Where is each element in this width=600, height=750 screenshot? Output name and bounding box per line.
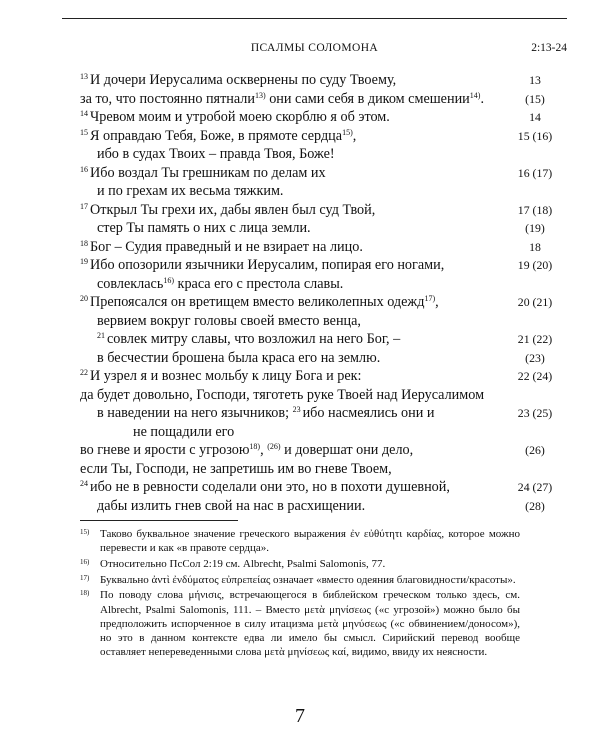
verse-line: ибо в судах Твоих – правда Твоя, Боже! (97, 146, 335, 162)
original-verse-number: 18 (529, 239, 541, 254)
original-verse-number: (23) (525, 350, 545, 365)
footnote-number: 17) (80, 573, 90, 582)
footnote-ref[interactable]: 14) (469, 90, 481, 100)
verse-line: за то, что постоянно пятнали$^{13)}$ они сами себя в диком смешении$^{14)}$. (15) (80, 90, 507, 109)
verse-number: 14 (80, 109, 88, 118)
verse-line: $^{17}$ Открыл Ты грехи их, дабы явлен был суд Твой, 17 (18) (80, 201, 507, 220)
footnote-ref[interactable]: 18) (249, 442, 261, 451)
original-verse-number: 20 (21) (517, 295, 553, 309)
verse-number: 17 (80, 201, 88, 211)
verse-number: 15 (80, 127, 88, 137)
footnote (80, 557, 520, 571)
verse-line: $^{21}$ совлек митру славы, что возложил на него Бог, – 21 (22) (80, 330, 507, 349)
footnote-number: 18) (80, 589, 90, 598)
verse-line: $^{18}$ Бог – Судия праведный и не взирает на лицо. 18 (80, 238, 507, 257)
verse-range: 2:13-24 (531, 42, 567, 54)
verse-line: $^{24}$ ибо не в ревности соделали они это, но в похоти душевной, 24 (27) (80, 478, 507, 497)
footnote-ref[interactable]: 13) (254, 90, 266, 100)
footnote-ref[interactable]: 16) (163, 275, 174, 285)
psalm-text (80, 71, 553, 515)
footnote-text: Относительно ПсСол 2:19 см. Albrecht, Psalmi Salomonis, 77. (100, 557, 386, 570)
verse-line: $^{13}$ И дочери Иерусалима осквернены по суду Твоему, 13 (80, 71, 507, 90)
running-header (62, 42, 567, 58)
verse-line: в бесчестии брошена была краса его на землю. (23) (80, 349, 507, 368)
original-verse-number: 23 (25) (517, 406, 553, 420)
footnote-ref[interactable]: 15) (342, 127, 353, 137)
footnote-number: 16) (80, 557, 90, 566)
verse-line: $^{19}$ Ибо опозорили язычники Иерусалим, попирая его ногами, 19 (20) (80, 256, 507, 275)
footnote (80, 527, 520, 555)
footnote-text: Таково буквальное значение греческого выражения ἐν εὐθύτητι καρδίας, которое можно перевести и как «в правоте сердца». (100, 528, 520, 555)
footnote-text: Буквально ἀντὶ ἐνδύματος εὐπρεπείας означает «вместо одеяния благовидности/красоты». (100, 573, 516, 586)
original-verse-number: 16 (17) (517, 165, 553, 180)
verse-number: 13 (80, 72, 88, 81)
verse-number: 20 (80, 294, 88, 303)
original-verse-number: 14 (529, 110, 541, 124)
verse-line: и по грехам их весьма тяжким. (97, 183, 284, 199)
verse-line: дабы излить гнев свой на нас в расхищении. (28) (80, 497, 507, 516)
footnote-separator (80, 520, 238, 521)
verse-line: в наведении на него язычников; $^{23}$ ибо насмеялись они и 23 (25) (80, 404, 507, 423)
running-title: ПСАЛМЫ СОЛОМОНА (250, 42, 379, 54)
verse-number: 22 (80, 368, 88, 377)
verse-line: $^{16}$ Ибо воздал Ты грешникам по делам их 16 (17) (80, 164, 507, 183)
original-verse-number: (19) (525, 221, 545, 235)
original-verse-number: 21 (22) (517, 332, 553, 346)
original-verse-number: 24 (27) (517, 480, 553, 494)
footnote-number: 15) (80, 528, 90, 536)
original-verse-number: 19 (20) (517, 258, 553, 272)
verse-line: если Ты, Господи, не запретишь им во гневе Твоем, (80, 460, 392, 477)
verse-line: $^{14}$ Чревом моим и утробой моею скорблю я об этом. 14 (80, 108, 507, 127)
verse-number: 16 (80, 164, 88, 174)
verse-number: 19 (80, 257, 88, 266)
verse-line: $^{22}$ И узрел я и вознес мольбу к лицу Бога и рек: 22 (24) (80, 367, 507, 386)
original-verse-number: 15 (16) (517, 128, 553, 143)
original-verse-number: (28) (525, 498, 545, 513)
verse-number: 24 (80, 479, 88, 488)
verse-line: $^{15}$ Я оправдаю Тебя, Боже, в прямоте сердца$^{15)}$, 15 (16) (80, 127, 507, 146)
footnote (80, 573, 520, 587)
verse-number: 21 (97, 331, 105, 340)
footnotes (80, 527, 520, 661)
verse-line: во гневе и ярости с угрозою$^{18)}$, $^{(26)}$ и довершат они дело, (26) (80, 441, 507, 460)
verse-line: не пощадили его (133, 423, 235, 440)
verse-marker: (26) (267, 442, 281, 451)
original-verse-number: 17 (18) (517, 202, 553, 217)
verse-line: да будет довольно, Господи, тяготеть руке Твоей над Иерусалимом (80, 386, 485, 403)
original-verse-number: (26) (525, 443, 545, 457)
verse-line: $^{20}$ Препоясался он вретищем вместо великолепных одежд$^{17)}$, 20 (21) (80, 293, 507, 312)
original-verse-number: 22 (24) (517, 369, 553, 383)
footnote-ref[interactable]: 17) (424, 294, 436, 303)
footnote-text: По поводу слова μήνισις, встречающегося в библейском греческом только здесь, см. Albrecht, Psalmi Salomonis, 111. – Вместо μετὰ μηνίσεως («с угрозой») можно было бы предположить испорченное в силу итацизма μετὰ μηνύσεως («с обвинением/доносом»), но это в данном контексте едва ли имело бы смысл. Сирийский перевод вообще оставляет непереведенными слова μετὰ μηνίσεως καί, видимо, ввиду их неясности. (100, 589, 520, 659)
footnote (80, 588, 520, 659)
original-verse-number: 13 (529, 73, 541, 87)
page-number: 7 (295, 705, 305, 727)
verse-line: вервием вокруг головы своей вместо венца, (97, 312, 361, 329)
top-rule (62, 0, 567, 19)
verse-number: 18 (80, 238, 88, 248)
verse-line: стер Ты память о них с лица земли. (19) (80, 219, 507, 238)
original-verse-number: (15) (525, 91, 545, 106)
verse-line: совлеклась$^{16)}$ краса его с престола славы. (97, 275, 344, 292)
verse-number: 23 (292, 405, 301, 414)
